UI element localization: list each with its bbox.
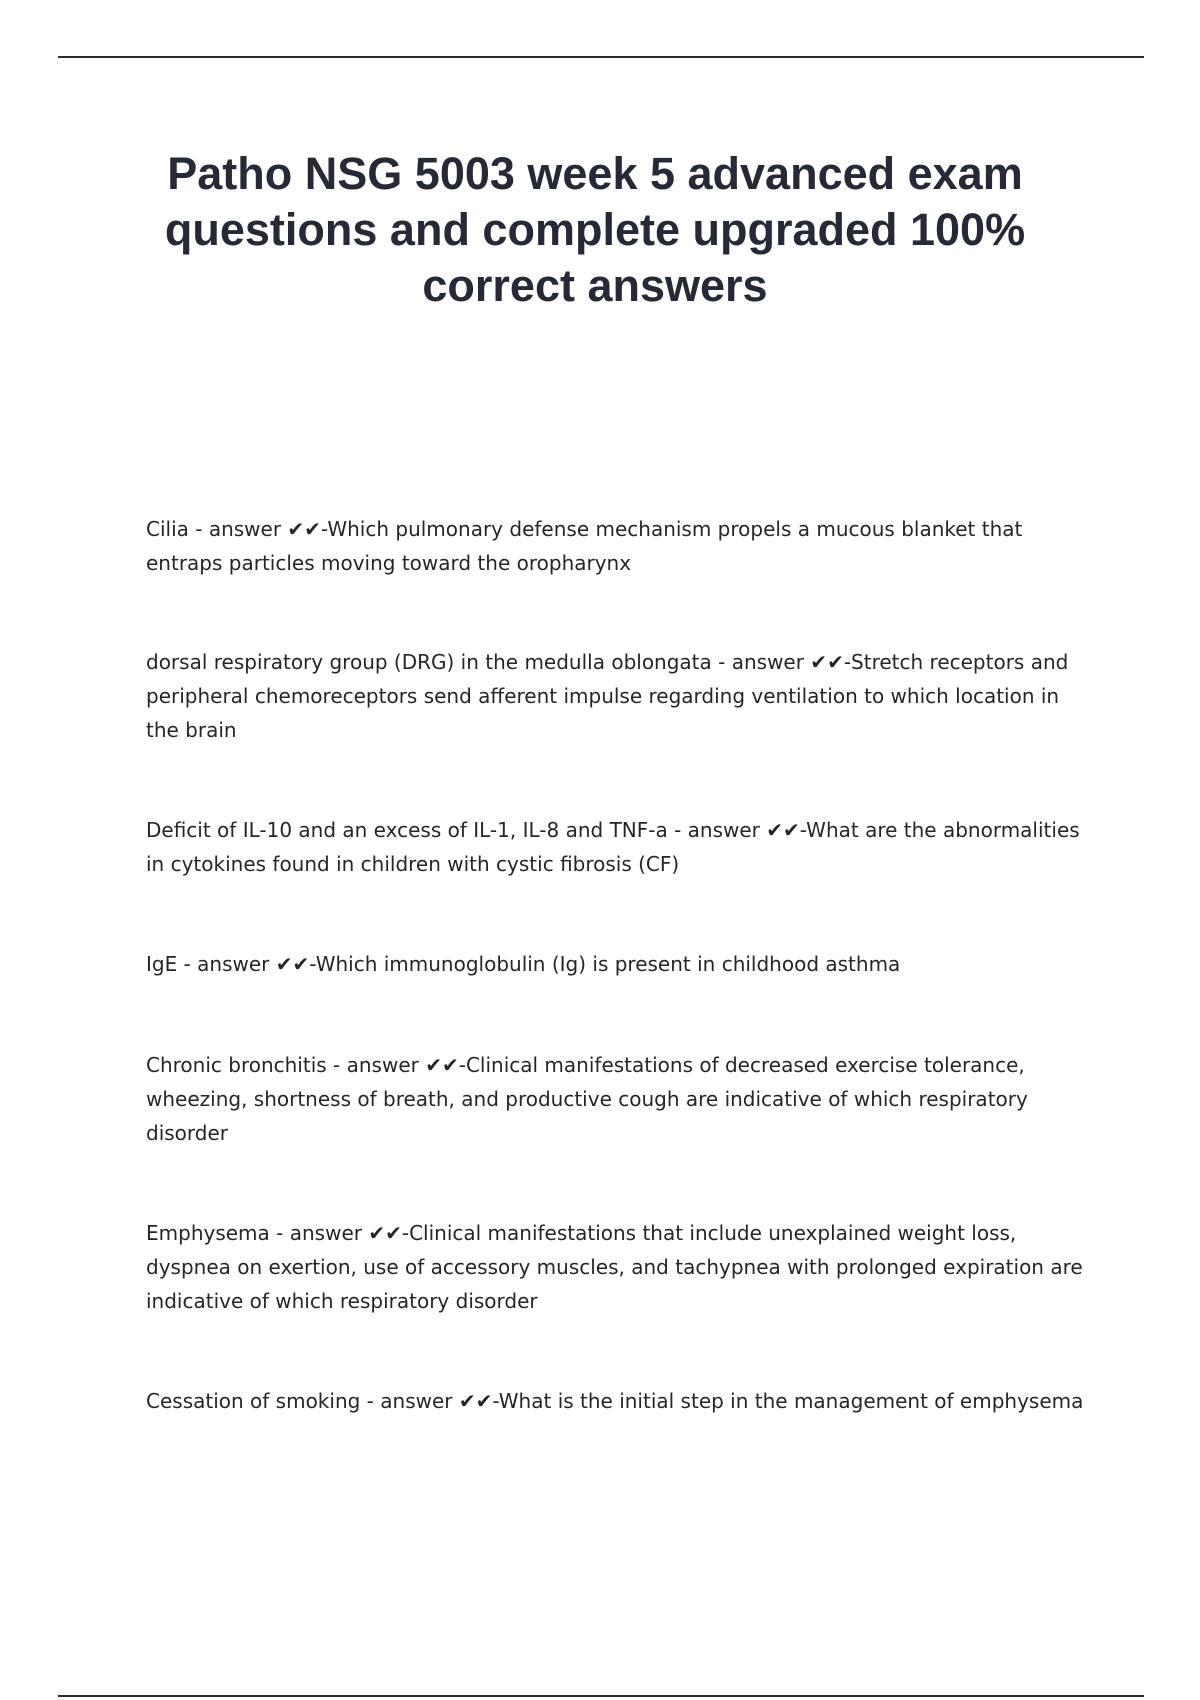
qa-entry <box>146 1216 1096 1318</box>
qa-entry <box>146 512 1096 580</box>
qa-entry <box>146 1384 1096 1418</box>
answer-separator: - answer ✔✔- <box>711 650 852 674</box>
qa-entry <box>146 813 1096 881</box>
answer-text: Cessation of smoking <box>146 1389 361 1413</box>
answer-separator: - answer ✔✔- <box>667 818 807 842</box>
answer-separator: - answer ✔✔- <box>269 1221 410 1245</box>
answer-separator: - answer ✔✔- <box>188 517 328 541</box>
document-title: Patho NSG 5003 week 5 advanced exam questions and complete upgraded 100% correct answers <box>164 148 1026 311</box>
answer-separator: - answer ✔✔- <box>360 1389 499 1413</box>
answer-separator: - answer ✔✔- <box>326 1053 466 1077</box>
answer-text: Cilia <box>146 517 189 541</box>
question-text: Which immunoglobulin (Ig) is present in childhood asthma <box>315 952 901 976</box>
question-text: Clinical manifestations that include unexplained weight loss, dyspnea on exertion, use of accessory muscles, and tachypnea with prolonged expiration are indicative of which respiratory disorder <box>146 1221 1083 1313</box>
question-text: Which pulmonary defense mechanism propels a mucous blanket that entraps particles moving toward the oropharynx <box>146 517 1023 575</box>
qa-entry <box>146 947 1096 981</box>
question-text: Clinical manifestations of decreased exercise tolerance, wheezing, shortness of breath, and productive cough are indicative of which respiratory disorder <box>146 1053 1028 1145</box>
qa-entry <box>146 645 1096 747</box>
answer-text: IgE <box>146 952 178 976</box>
top-divider <box>58 56 1144 58</box>
answer-text: Deficit of IL-10 and an excess of IL-1, IL-8 and TNF-a <box>146 818 668 842</box>
bottom-divider <box>58 1695 1144 1697</box>
question-text: What is the initial step in the management of emphysema <box>498 1389 1084 1413</box>
qa-entry <box>146 1048 1096 1150</box>
answer-text: Emphysema <box>146 1221 270 1245</box>
question-text: Stretch receptors and peripheral chemoreceptors send afferent impulse regarding ventilation to which location in the brain <box>146 650 1069 742</box>
answer-text: dorsal respiratory group (DRG) in the medulla oblongata <box>146 650 712 674</box>
answer-separator: - answer ✔✔- <box>177 952 316 976</box>
answer-text: Chronic bronchitis <box>146 1053 327 1077</box>
question-text: What are the abnormalities in cytokines found in children with cystic fibrosis (CF) <box>146 818 1080 876</box>
